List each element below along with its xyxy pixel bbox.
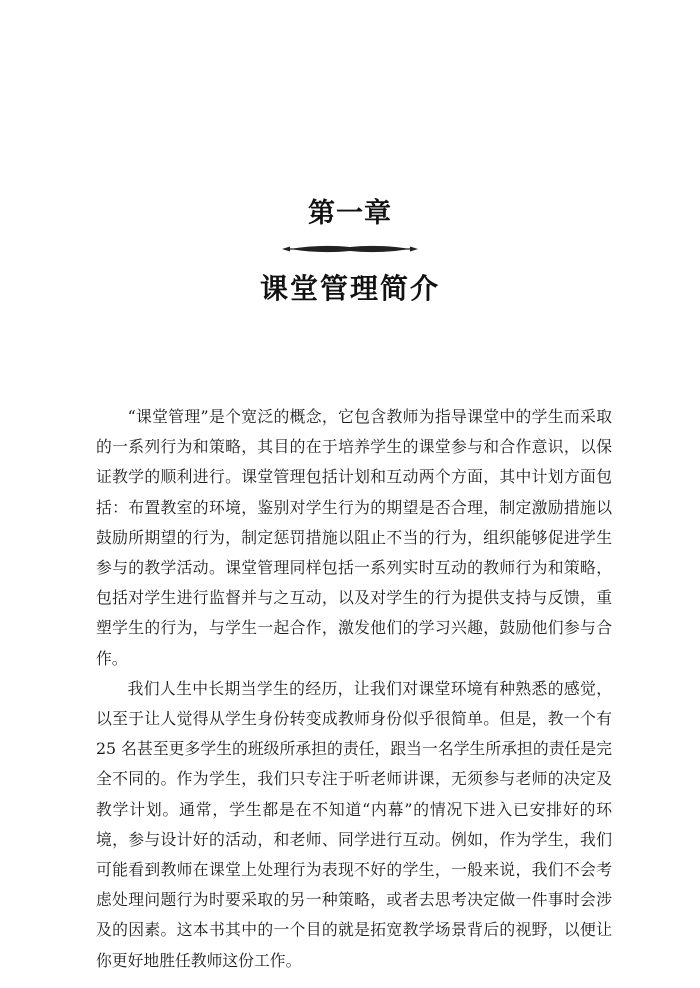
ornament-divider-icon bbox=[280, 242, 420, 256]
body-text bbox=[96, 402, 612, 976]
paragraph: 我们人生中长期当学生的经历，让我们对课堂环境有种熟悉的感觉，以至于让人觉得从学生身份转变成教师身份似乎很简单。但是，教一个有 25 名甚至更多学生的班级所承担的责任，跟当一名学生所承担的责任是完全不同的。作为学生，我们只专注于听老师讲课，无须参与老师的决定及教学计划。通常，学生都是在不知道“内幕”的情况下进入已安排好的环境，参与设计好的活动，和老师、同学进行互动。例如，作为学生，我们可能看到教师在课堂上处理行为表现不好的学生，一般来说，我们不会考虑处理问题行为时要采取的另一种策略，或者去思考决定做一件事时会涉及的因素。这本书其中的一个目的就是拓宽教学场景背后的视野，以便让你更好地胜任教师这份工作。 bbox=[96, 678, 612, 970]
chapter-title: 课堂管理简介 bbox=[259, 272, 440, 305]
chapter-number: 第一章 bbox=[308, 198, 392, 229]
paragraph: “课堂管理”是个宽泛的概念，它包含教师为指导课堂中的学生而采取的一系列行为和策略，其目的在于培养学生的课堂参与和合作意识，以保证教学的顺利进行。课堂管理包括计划和互动两个方面，其中计划方面包括：布置教室的环境，鉴别对学生行为的期望是否合理，制定激励措施以鼓励所期望的行为，制定惩罚措施以阻止不当的行为，组织能够促进学生参与的教学活动。课堂管理同样包括一系列实时互动的教师行为和策略，包括对学生进行监督并与之互动，以及对学生的行为提供支持与反馈，重塑学生的行为，与学生一起合作，激发他们的学习兴趣，鼓励他们参与合作。 bbox=[96, 407, 612, 668]
chapter-header bbox=[0, 196, 700, 308]
